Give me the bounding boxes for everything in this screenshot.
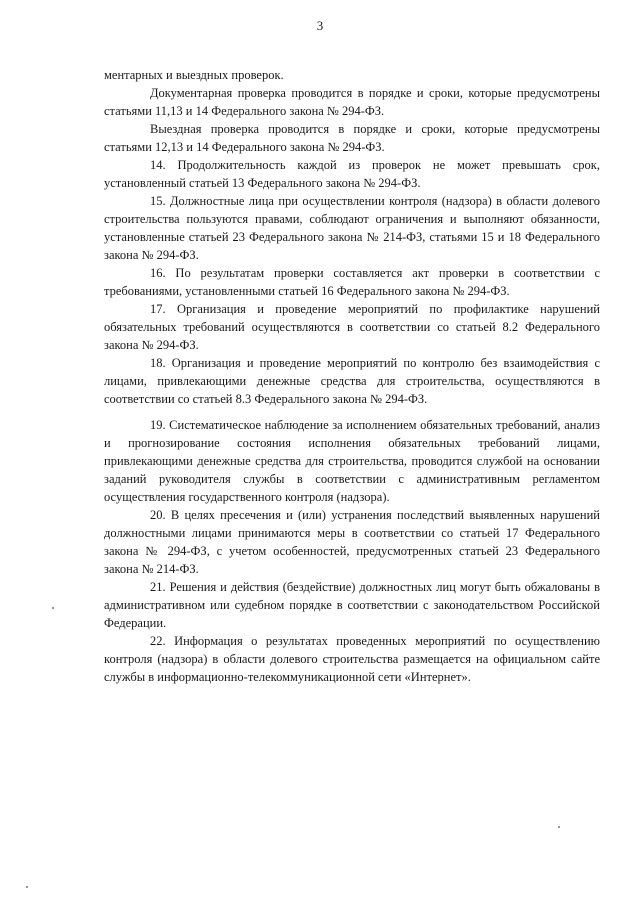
- paragraph-20: 20. В целях пресечения и (или) устранения последствий выявленных нарушений должностными лицами принимаются меры в соответствии со статьей 17 Федерального закона № 294-ФЗ, с учетом особенностей, предусмотренных статьей 23 Федерального закона № 214-ФЗ.: [104, 508, 600, 576]
- paragraph-16: 16. По результатам проверки составляется акт проверки в соответствии с требованиями, установленными статьей 16 Федерального закона № 294-ФЗ.: [104, 266, 600, 298]
- paragraph-15: 15. Должностные лица при осуществлении контроля (надзора) в области долевого строительства пользуются правами, соблюдают ограничения и выполняют обязанности, установленные статьей 23 Федерального закона № 214-ФЗ, статьями 15 и 18 Федерального закона № 294-ФЗ.: [104, 194, 600, 262]
- paragraph-17: 17. Организация и проведение мероприятий по профилактике нарушений обязательных требований осуществляются в соответствии со статьей 8.2 Федерального закона № 294-ФЗ.: [104, 302, 600, 352]
- paragraph-19: 19. Систематическое наблюдение за исполнением обязательных требований, анализ и прогнозирование состояния исполнения обязательных требований лицами, привлекающими денежные средства для строительства, проводится службой на основании заданий руководителя службы в соответствии с административным регламентом осуществления государственного контроля (надзора).: [104, 418, 600, 504]
- document-body: [104, 66, 600, 686]
- scan-speck: [52, 607, 54, 609]
- paragraph-14: 14. Продолжительность каждой из проверок не может превышать срок, установленный статьей 13 Федерального закона № 294-ФЗ.: [104, 158, 600, 190]
- paragraph-onsite-check: Выездная проверка проводится в порядке и сроки, которые предусмотрены статьями 12,13 и 14 Федерального закона № 294-ФЗ.: [104, 122, 600, 154]
- paragraph-21: 21. Решения и действия (бездействие) должностных лиц могут быть обжалованы в административном или судебном порядке в соответствии с законодательством Российской Федерации.: [104, 580, 600, 630]
- scan-speck: [558, 826, 560, 828]
- paragraph-documentary-check: Документарная проверка проводится в порядке и сроки, которые предусмотрены статьями 11,13 и 14 Федерального закона № 294-ФЗ.: [104, 86, 600, 118]
- scan-speck: [26, 886, 28, 888]
- paragraph-continuation: ментарных и выездных проверок.: [104, 68, 284, 82]
- paragraph-22: 22. Информация о результатах проведенных мероприятий по осуществлению контроля (надзора) в области долевого строительства размещается на официальном сайте службы в информационно-телекоммуникационной сети «Интернет».: [104, 634, 600, 684]
- paragraph-18: 18. Организация и проведение мероприятий по контролю без взаимодействия с лицами, привлекающими денежные средства для строительства, осуществляются в соответствии со статьей 8.3 Федерального закона № 294-ФЗ.: [104, 356, 600, 406]
- page-number: 3: [316, 18, 324, 33]
